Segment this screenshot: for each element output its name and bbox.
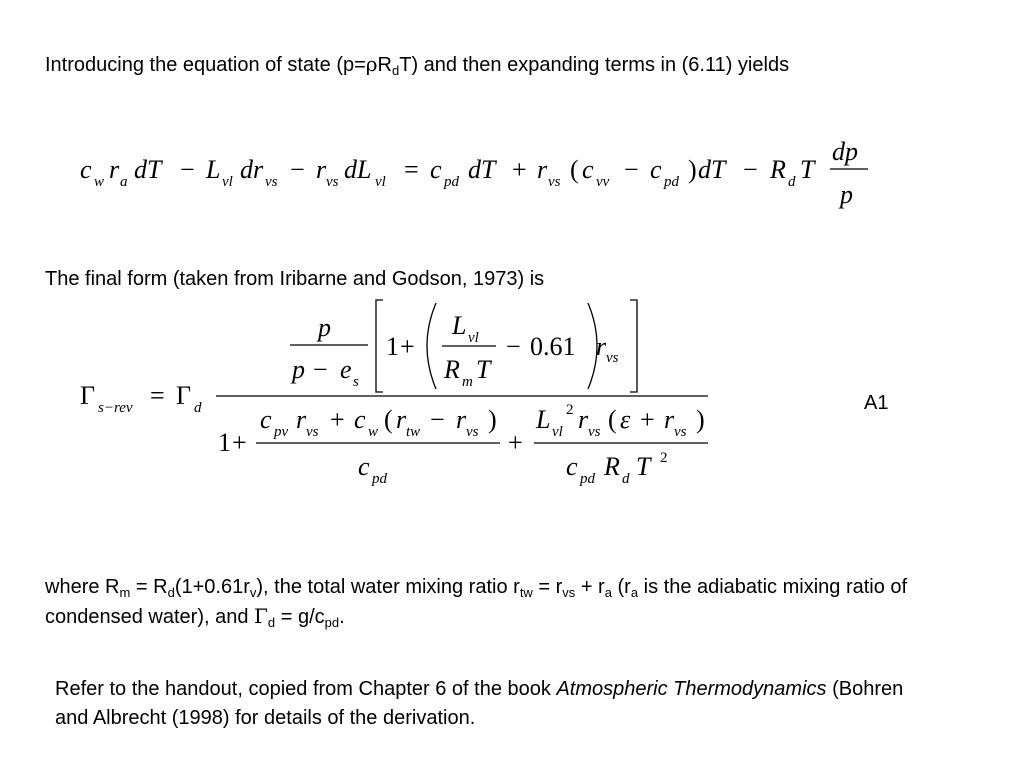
eq1-L-sub: vl (222, 174, 233, 190)
eq2-r: r (596, 332, 607, 361)
eq1-R: R (770, 155, 786, 184)
eq2-T2-sup: 2 (660, 450, 668, 466)
eq2-L2-sup: 2 (566, 402, 574, 418)
eq2-r3-sub: vs (466, 424, 479, 440)
where-t1: where R (45, 576, 120, 598)
eq2-c3: c (566, 452, 578, 481)
eq2-coef: 0.61 (530, 332, 576, 361)
eq1-lparen: ( (570, 155, 579, 184)
eq1-frac-num: dp (832, 137, 858, 166)
eq1-frac-den: p (840, 180, 853, 209)
eq1-c5: c (582, 155, 594, 184)
eq2-T2: T (636, 452, 651, 481)
eq2-r4: r (578, 405, 589, 434)
eq2-L-sub: vl (468, 330, 479, 346)
eq1-L: L (206, 155, 221, 184)
eq1-r-sub: a (120, 174, 128, 190)
intro-paragraph (45, 50, 945, 80)
eq2-cpd-sub: pd (372, 471, 387, 487)
where-t6: + r (575, 576, 605, 598)
eq2-r-sub: vs (606, 350, 619, 366)
eq2-right-bracket (630, 300, 637, 392)
where-s6: a (604, 585, 612, 600)
refer-t2: (Bohren and Albrecht (1998) for details of the derivation. (55, 678, 904, 729)
eq2-minus2: − (506, 332, 521, 361)
intro-r: R (377, 54, 392, 76)
eq2-epsilon: ε (620, 405, 631, 434)
eq1-c6-sub: pd (664, 174, 679, 190)
where-s9: pd (324, 615, 340, 630)
eq2-p-num: p (318, 313, 331, 342)
eq2-r5-sub: vs (674, 424, 687, 440)
eq1-dT: dT (134, 155, 162, 184)
eq2-minus3: − (430, 405, 445, 434)
eq1-r: r (109, 155, 120, 184)
eq2-r1-sub: vs (306, 424, 319, 440)
rho-symbol: ρ (365, 52, 378, 76)
where-t8: is the adiabatic mixing ratio of condensed water), and (45, 576, 908, 628)
eq2-r5: r (664, 405, 675, 434)
eq2-gamma-d-sub: d (194, 400, 202, 416)
where-t5: = r (532, 576, 563, 598)
intro-text: Introducing the equation of state (p= (45, 54, 366, 76)
where-s4: tw (519, 585, 533, 600)
eq1-equals: = (404, 155, 419, 184)
eq2-R2: R (604, 452, 620, 481)
eq2-left-paren (427, 303, 436, 389)
eq1-r4: r (537, 155, 548, 184)
eq2-gamma-d: Γ (176, 381, 192, 410)
where-t3: (1+0.61r (174, 576, 250, 598)
eq2-rparen: ) (488, 405, 497, 434)
eq2-e: e (340, 355, 352, 384)
eq2-gamma: Γ (80, 381, 96, 410)
refer-t1: Refer to the handout, copied from Chapter 6 of the book (55, 678, 557, 700)
where-t4: ), the total water mixing ratio r (256, 576, 520, 598)
eq2-plus3: + (330, 405, 345, 434)
eq1-plus: + (512, 155, 527, 184)
where-t2: = R (130, 576, 168, 598)
eq1-dL-sub: vl (375, 174, 386, 190)
eq1-c3: c (430, 155, 442, 184)
where-t10: . (339, 606, 345, 628)
where-s2: d (167, 585, 175, 600)
eq2-L2: L (536, 405, 551, 434)
eq2-L2-sub: vl (552, 424, 563, 440)
eq2-r1: r (296, 405, 307, 434)
eq1-dr-sub: vs (265, 174, 278, 190)
where-paragraph (45, 573, 945, 632)
eq1-minus2: − (290, 155, 305, 184)
eq1-c5-sub: vv (596, 174, 610, 190)
eq2-one1: 1 (386, 332, 399, 361)
eq1-dT2: dT (468, 155, 496, 184)
equation-label: A1 (864, 392, 889, 414)
eq2-left-bracket (376, 300, 383, 392)
eq2-lparen2: ( (608, 405, 617, 434)
eq2-r2-sub: tw (406, 424, 421, 440)
eq1-T: T (800, 155, 815, 184)
eq2-lparen: ( (384, 405, 393, 434)
eq1-r2-sub: vs (326, 174, 339, 190)
eq1-c: c (80, 155, 92, 184)
where-t7: (r (611, 576, 631, 598)
where-t9: = g/c (275, 606, 325, 628)
eq2-L: L (452, 311, 467, 340)
eq1-c6: c (650, 155, 662, 184)
eq2-plus4: + (508, 428, 523, 457)
eq1-minus1: − (180, 155, 195, 184)
eq2-e-sub: s (353, 374, 359, 390)
eq1-dT3: dT (698, 155, 726, 184)
eq2-plus5: + (640, 405, 655, 434)
refer-paragraph (55, 675, 935, 733)
eq2-c3-sub: pd (580, 471, 595, 487)
equation-1 (80, 137, 868, 209)
eq2-R2-sub: d (622, 471, 630, 487)
eq2-T: T (476, 355, 491, 384)
eq2-plus1: + (400, 332, 415, 361)
eq1-c3-sub: pd (444, 174, 459, 190)
eq2-equals: = (150, 381, 165, 410)
where-s5: vs (562, 585, 576, 600)
eq1-dr: dr (240, 155, 264, 184)
where-s7: a (630, 585, 639, 600)
gamma-symbol: Γ (254, 604, 268, 628)
eq2-right-paren (588, 303, 597, 389)
intro-suffix: T) and then expanding terms in (6.11) yields (399, 54, 790, 76)
eq2-one2: 1 (218, 428, 231, 457)
eq2-r4-sub: vs (588, 424, 601, 440)
eq1-rparen: ) (688, 155, 697, 184)
intro-r-sub: d (392, 63, 400, 78)
eq2-plus2: + (232, 428, 247, 457)
where-s1: m (119, 585, 131, 600)
eq2-c1-sub: pv (274, 424, 289, 440)
eq2-c1: c (260, 405, 272, 434)
eq1-r4-sub: vs (548, 174, 561, 190)
eq2-c2: c (354, 405, 366, 434)
eq2-r2: r (396, 405, 407, 434)
book-title: Atmospheric Thermodynamics (556, 678, 827, 700)
eq1-minus3: − (624, 155, 639, 184)
eq2-r3: r (456, 405, 467, 434)
eq2-rparen2: ) (696, 405, 705, 434)
eq1-minus4: − (743, 155, 758, 184)
eq2-p-den: p (292, 355, 305, 384)
eq1-dL: dL (344, 155, 372, 184)
eq1-r2: r (316, 155, 327, 184)
eq2-R: R (444, 355, 460, 384)
where-s8: d (267, 615, 276, 630)
where-s3: v (249, 585, 257, 600)
eq2-c2-sub: w (368, 424, 379, 440)
eq2-minus1: − (313, 355, 328, 384)
eq1-c-sub: w (94, 174, 105, 190)
eq2-gamma-sub: s−rev (98, 400, 133, 416)
final-form-intro: The final form (taken from Iribarne and Godson, 1973) is (45, 268, 545, 290)
equation-2 (80, 300, 708, 487)
eq2-R-sub: m (462, 374, 473, 390)
eq2-cpd: c (358, 452, 370, 481)
eq1-R-sub: d (788, 174, 796, 190)
